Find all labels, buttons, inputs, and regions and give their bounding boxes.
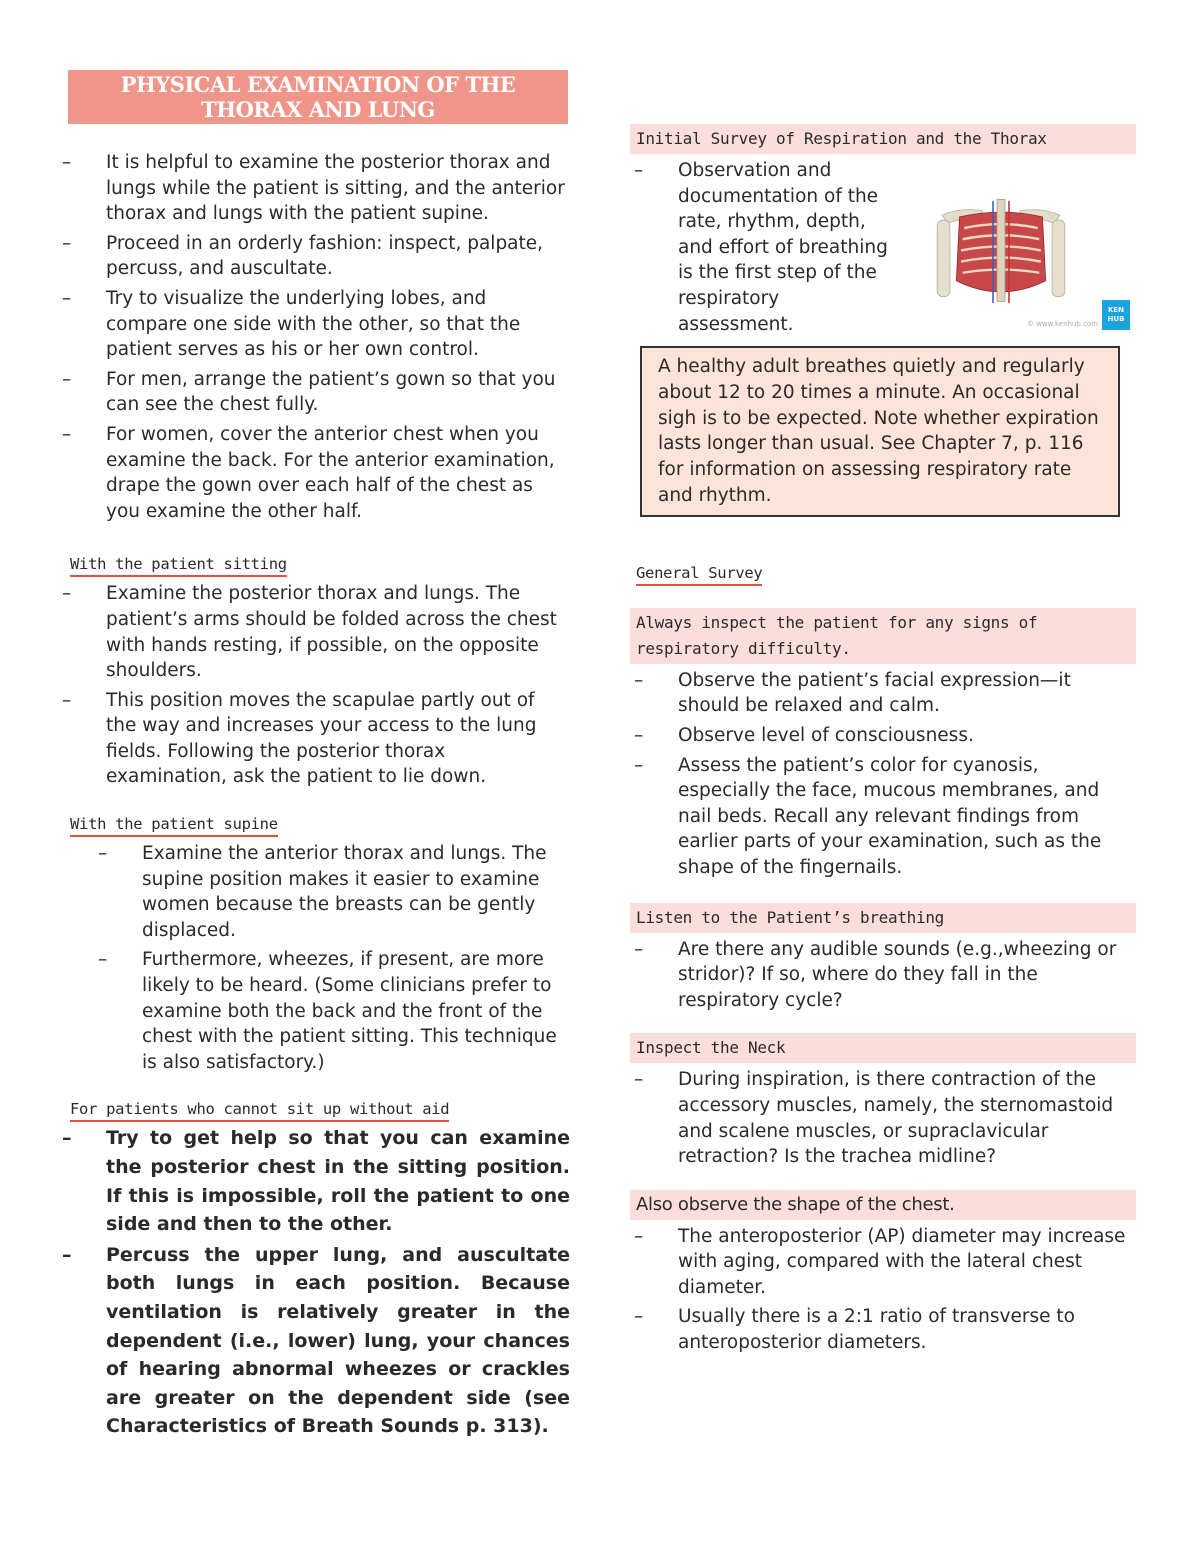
list-item: – Observe level of consciousness. [630,723,1136,749]
dash-icon: – [634,1225,644,1247]
dash-icon: – [634,1306,644,1328]
general-survey-heading: General Survey [636,564,762,586]
thorax-anatomy-image [926,184,1076,320]
sitting-heading: With the patient sitting [70,555,287,577]
list-item: – Examine the posterior thorax and lungs. The patient’s arms should be folded across the chest with hands resting, if possible, on the opposite shoulders. [62,583,557,682]
kenhub-logo: KEN HUB [1102,300,1130,330]
list-item: – Are there any audible sounds (e.g.,wheezing or stridor)? If so, where do they fall in the respiratory cycle? [634,938,1117,1011]
dash-icon: – [62,1127,72,1150]
general-survey-list [630,668,1136,881]
initial-survey-section [630,124,1136,346]
listen-list [630,937,1136,1014]
list-item: – Proceed in an orderly fashion: inspect, palpate, percuss, and auscultate. [62,232,544,280]
dash-icon: – [634,724,644,746]
chest-shape-heading: Also observe the shape of the chest. [630,1190,1136,1220]
list-item: – Percuss the upper lung, and auscultate both lungs in each position. Because ventilation is relatively greater in the dependent (i.e., lower) lung, your chances of hearing abnormal wheezes or crackles are greater on the dependent side (see Characteristics of Breath Sounds p. 313). [58,1241,570,1441]
chest-shape-list [630,1224,1136,1356]
dash-icon: – [634,938,644,960]
dash-icon: – [98,843,108,865]
listen-heading: Listen to the Patient’s breathing [630,903,1136,933]
dash-icon: – [634,754,644,776]
sitting-list [58,581,570,790]
initial-survey-list [630,158,900,337]
list-item: – Observe the patient’s facial expression—it should be relaxed and calm. [634,669,1071,717]
cannot-sit-heading: For patients who cannot sit up without aid [70,1100,449,1122]
list-item: – The anteroposterior (AP) diameter may increase with aging, compared with the lateral chest diameter. [634,1225,1126,1298]
dash-icon: – [62,287,72,309]
dash-icon: – [62,152,72,173]
list-item: – During inspiration, is there contraction of the accessory muscles, namely, the sternomastoid and scalene muscles, or supraclavicular retraction? Is the trachea midline? [634,1069,1114,1168]
supine-list [58,841,570,1075]
image-credit: © www.kenhub.com [1026,320,1098,328]
dash-icon: – [634,1069,644,1091]
list-item: – Assess the patient’s color for cyanosis, especially the face, mucous membranes, and nail beds. Recall any relevant findings from earlier parts of your examination, such as the shape of the fingernails. [634,754,1102,878]
right-column [630,124,1136,1360]
dash-icon: – [634,160,644,181]
cannot-sit-list [58,1124,570,1441]
list-item: – For men, arrange the patient’s gown so that you can see the chest fully. [62,368,556,416]
dash-icon: – [62,583,72,605]
list-item: – Examine the anterior thorax and lungs. The supine position makes it easier to examine women because the breasts can be gently displaced. [98,843,547,941]
list-item: – Observation and documentation of the rate, rhythm, depth, and effort of breathing is the first step of the respiratory assessment. [634,160,888,335]
list-item: – Usually there is a 2:1 ratio of transverse to anteroposterior diameters. [634,1306,1075,1354]
dash-icon: – [62,423,72,445]
neck-heading: Inspect the Neck [630,1033,1136,1063]
dash-icon: – [634,669,644,691]
list-item: – For women, cover the anterior chest when you examine the back. For the anterior examination, drape the gown over each half of the chest as you examine the other half. [62,423,555,522]
initial-survey-heading: Initial Survey of Respiration and the Thorax [630,124,1136,154]
dash-icon: – [98,949,108,971]
dash-icon: – [62,368,72,390]
dash-icon: – [62,232,72,254]
dash-icon: – [62,1243,72,1266]
list-item: – This position moves the scapulae partly out of the way and increases your access to the lung fields. Following the posterior thorax examination, ask the patient to lie down. [62,689,537,788]
list-item: – It is helpful to examine the posterior thorax and lungs while the patient is sitting, and the anterior thorax and lungs with the patient supine. [62,152,565,225]
respiratory-rate-callout: A healthy adult breathes quietly and regularly about 12 to 20 times a minute. An occasional sigh is to be expected. Note whether expiration lasts longer than usual. See Chapter 7, p. 116 for information on assessing respiratory rate and rhythm. [640,346,1120,517]
dash-icon: – [62,689,72,711]
list-item: – Try to visualize the underlying lobes, and compare one side with the other, so that the patient serves as his or her own control. [62,287,521,361]
list-item: – Try to get help so that you can examine the posterior chest in the sitting position. If this is impossible, roll the patient to one side and then to the other. [58,1124,570,1238]
neck-list [630,1067,1136,1169]
left-column [58,70,570,1443]
general-survey-banner: Always inspect the patient for any signs of respiratory difficulty. [630,608,1136,664]
list-item: – Furthermore, wheezes, if present, are more likely to be heard. (Some clinicians prefer to examine both the back and the front of the chest with the patient sitting. This technique is also satisfactory.) [98,949,557,1073]
page-title: PHYSICAL EXAMINATION OF THE THORAX AND LUNG [68,70,568,124]
supine-heading: With the patient supine [70,815,278,837]
intro-list [58,150,570,524]
